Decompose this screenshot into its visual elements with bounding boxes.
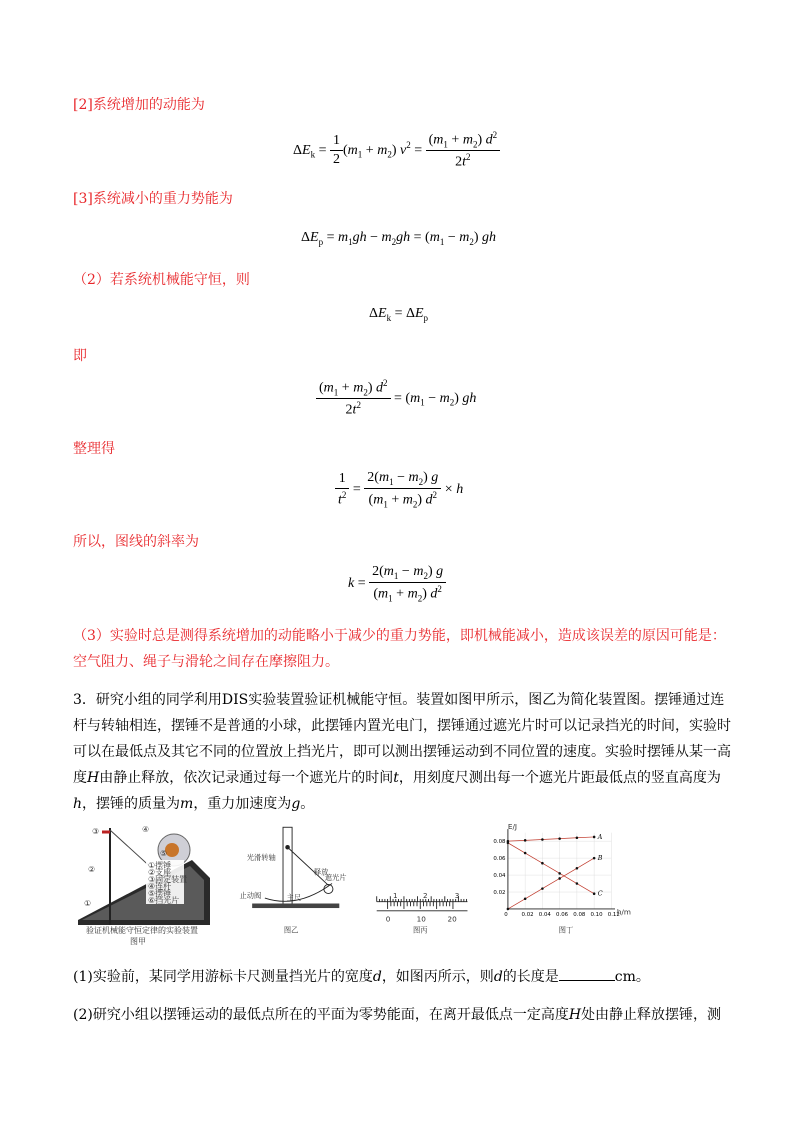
solution-suoyi-label: 所以，图线的斜率为	[73, 534, 199, 550]
ding-line-B	[508, 858, 594, 909]
jia-legend-1: ①摆锤	[148, 861, 172, 870]
ding-point-A	[558, 837, 561, 840]
equation-kinetic-energy: $\Delta E_k$ = $\frac{1}{2}$ $(m_1 + m_2) v^2$ = $\frac{(m_1 + m_2) d^2}{2t^2}$	[293, 130, 500, 171]
ding-point-C	[541, 862, 544, 865]
jia-sub: 图甲	[130, 937, 146, 946]
ding-point-B	[576, 867, 579, 870]
ding-y-tick-label: 0.06	[493, 855, 506, 862]
ding-y-tick-label: 0.08	[493, 838, 506, 845]
ding-point-C	[593, 892, 596, 895]
jia-marker-2: ②	[88, 865, 96, 874]
ding-xlabel: h/m	[616, 907, 631, 917]
yi-sub: 图乙	[283, 925, 299, 935]
ding-point-A	[593, 836, 596, 839]
jia-caption: 验证机械能守恒定律的实验装置	[86, 926, 198, 935]
jia-legend-5: ⑤摆锤	[148, 889, 172, 898]
ding-ylabel: E/J	[507, 822, 518, 832]
jia-marker-5: ⑤	[160, 849, 168, 858]
yi-label-stop: 止动阀	[239, 891, 262, 901]
ding-line-C	[508, 843, 594, 894]
ding-series-label-C: C	[597, 890, 603, 898]
figure-bing	[368, 820, 478, 938]
ding-x-tick-label: 0.04	[538, 912, 551, 919]
bing-vernier-tick-0: 0	[385, 914, 391, 924]
ding-x-tick-label: 0	[504, 912, 508, 919]
ding-point-A	[576, 837, 579, 840]
equation-energy-balance: $\Delta E_k = \Delta E_p$	[369, 306, 429, 323]
ding-x-tick-label: 0.12	[607, 912, 620, 919]
question3-sub2: (2)研究小组以摆锤运动的最低点所在的平面为零势能面，在离开最低点一定高度H处由静止释放摆锤，测	[73, 1007, 722, 1023]
ding-point-C	[576, 882, 579, 885]
yi-label-axle: 光滑转轴	[246, 852, 276, 862]
bing-main-tick-2: 2	[423, 891, 428, 901]
bing-main-tick-3: 3	[454, 891, 460, 901]
equation-rearranged: $\frac{1}{t^2}$ = $\frac{2(m_1 - m_2) g}{(m_1 + m_2) d^2}$ × h	[335, 470, 463, 509]
ding-line-A	[508, 837, 594, 841]
answer-blank[interactable]	[559, 966, 615, 981]
question3-stem: 3．研究小组的同学利用DIS实验装置验证机械能守恒。装置如图甲所示，图乙为简化装置图。摆锤通过连杆与转轴相连，摆锤不是普通的小球，此摆锤内置光电门，摆锤通过遮光片时可以记录挡光的时间，实验时可以在最低点及其它不同的位置放上挡光片，即可以测出摆锤运动到不同位置的速度。实验时摆锤从某一高度H由静止释放，依次记录通过每一个遮光片的时间t，用刻度尺测出每一个遮光片距最低点的竖直高度为h，摆锤的质量为m，重力加速度为g。	[73, 692, 731, 812]
ding-y-tick-label: 0.02	[493, 889, 506, 896]
solution-step2-label: [2]系统增加的动能为	[73, 97, 205, 113]
ding-point-B	[524, 898, 527, 901]
jia-legend-2: ②支座	[148, 868, 172, 877]
bing-vernier-tick-10: 10	[416, 914, 426, 924]
yi-label-release: 释放	[313, 867, 329, 877]
ding-point-C	[507, 842, 510, 845]
ding-sub: 图丁	[558, 925, 574, 935]
ding-point-A	[541, 838, 544, 841]
bing-main-tick-1: 1	[393, 891, 398, 901]
ding-y-tick-label: 0.04	[493, 872, 506, 879]
bing-vernier-tick-20: 20	[447, 914, 457, 924]
equation-substituted: $\frac{(m_1 + m_2) d^2}{2t^2}$ = $(m_1 - m_2)$ gh	[316, 378, 476, 419]
solution-zhengli-label: 整理得	[73, 441, 115, 457]
ding-point-B	[558, 877, 561, 880]
jia-marker-4: ④	[142, 825, 150, 834]
yi-label-shutter: 遮光片	[324, 872, 347, 882]
ding-series-label-B: B	[597, 854, 603, 862]
ding-point-B	[507, 908, 510, 911]
solution-ji-label: 即	[73, 348, 87, 364]
solution-step3-label: [3]系统减小的重力势能为	[73, 191, 233, 207]
ding-x-tick-label: 0.02	[521, 912, 534, 919]
ding-x-tick-label: 0.08	[573, 912, 586, 919]
figure-jia	[72, 820, 222, 946]
jia-marker-3: ③	[92, 827, 100, 836]
ding-point-B	[541, 887, 544, 890]
ding-point-B	[593, 857, 596, 860]
question3-sub1: (1)实验前，某同学用游标卡尺测量挡光片的宽度d，如图丙所示，则d的长度是 cm。	[73, 966, 650, 987]
ding-point-C	[558, 872, 561, 875]
ding-x-tick-label: 0.06	[556, 912, 569, 919]
ding-point-A	[524, 839, 527, 842]
ding-series-label-A: A	[597, 833, 603, 841]
solution-part3: （3）实验时总是测得系统增加的动能略小于减少的重力势能，即机械能减小，造成该误差的原因可能是：空气阻力、绳子与滑轮之间存在摩擦阻力。	[73, 628, 726, 670]
ding-x-tick-label: 0.10	[590, 912, 603, 919]
equation-potential-energy: $\Delta E_p = m_1gh - m_2gh = (m_1 - m_2)$ gh	[301, 230, 497, 247]
jia-legend-3: ③固定装置	[148, 875, 188, 884]
figure-yi	[228, 820, 358, 938]
jia-legend-4: ④连杆	[148, 882, 172, 891]
yi-label-ruler: 主尺	[286, 892, 302, 902]
ding-point-C	[524, 852, 527, 855]
figure-ding	[486, 820, 646, 938]
jia-legend-6: ⑥挡光片	[148, 896, 180, 905]
jia-marker-1: ①	[84, 899, 92, 908]
solution-part2-label: （2）若系统机械能守恒，则	[73, 272, 250, 288]
equation-slope: k = $\frac{2(m_1 - m_2) g}{(m_1 + m_2) d^2}$	[348, 564, 446, 603]
bing-sub: 图丙	[413, 925, 428, 935]
